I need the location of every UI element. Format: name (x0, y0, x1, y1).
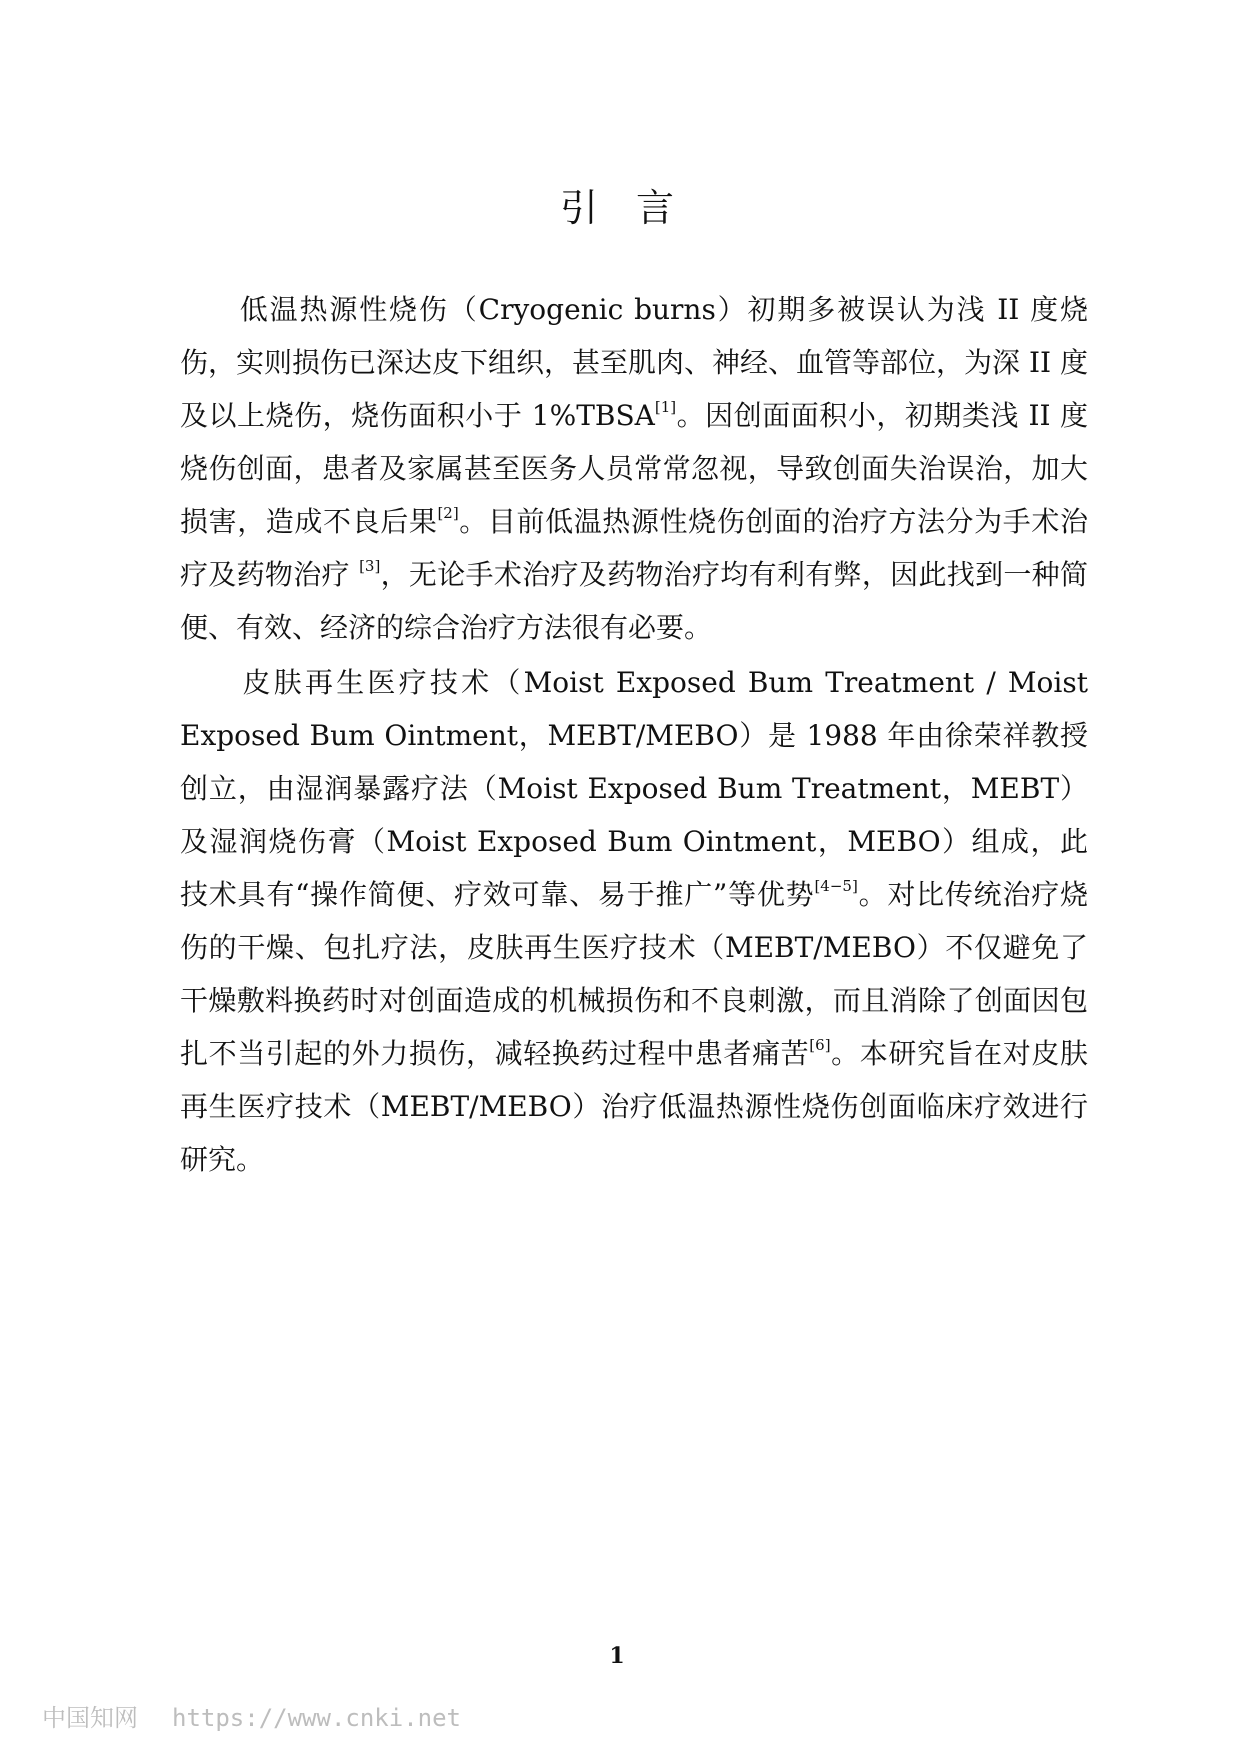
citation-1: [1] (654, 398, 677, 416)
watermark (42, 1698, 461, 1733)
citation-3: [3] (359, 557, 381, 575)
paragraph-text: 低温热源性烧伤（Cryogenic burns）初期多被误认为浅 II 度烧伤，实则损伤已深达皮下组织，甚至肌肉、神经、血管等部位，为深 II 度及以上烧伤，烧伤面积小于 1%TBSA (180, 293, 1088, 432)
watermark-url: https://www.cnki.net (172, 1704, 461, 1732)
paragraph-text: ，无论手术治疗及药物治疗均有利有弊，因此找到一种简便、有效、经济的综合治疗方法很有必要。 (180, 558, 1088, 644)
paragraph-introduction-1 (180, 283, 1088, 654)
paragraph-text: 。对比传统治疗烧伤的干燥、包扎疗法，皮肤再生医疗技术（MEBT/MEBO）不仅避免了干燥敷料换药时对创面造成的机械损伤和不良刺激，而且消除了创面因包扎不当引起的外力损伤，减轻换药过程中患者痛苦 (180, 878, 1088, 1070)
paragraph-introduction-2 (180, 656, 1088, 1186)
citation-2: [2] (437, 504, 459, 522)
paragraph-text: 。本研究旨在对皮肤再生医疗技术（MEBT/MEBO）治疗低温热源性烧伤创面临床疗效进行研究。 (180, 1037, 1088, 1176)
watermark-site-name: 中国知网 (42, 1704, 138, 1732)
citation-6: [6] (809, 1036, 831, 1054)
citation-4-5: [4−5] (814, 877, 858, 895)
section-title: 引言 (559, 186, 712, 230)
paragraph-text: 。目前低温热源性烧伤创面的治疗方法分为手术治疗及药物治疗 (180, 505, 1088, 591)
paragraph-text: 皮肤再生医疗技术（Moist Exposed Bum Treatment / Moist Exposed Bum Ointment，MEBT/MEBO）是 1988 年由徐荣祥教授创立，由湿润暴露疗法（Moist Exposed Bum Treatment，MEBT）及湿润烧伤膏（Moist Exposed Bum Ointment，MEBO）组成，此技术具有“操作简便、疗效可靠、易于推广”等优势 (180, 666, 1088, 911)
page-number: 1 (609, 1643, 625, 1669)
paragraph-text: 。因创面面积小，初期类浅 II 度烧伤创面，患者及家属甚至医务人员常常忽视，导致创面失治误治，加大损害，造成不良后果 (180, 399, 1088, 538)
